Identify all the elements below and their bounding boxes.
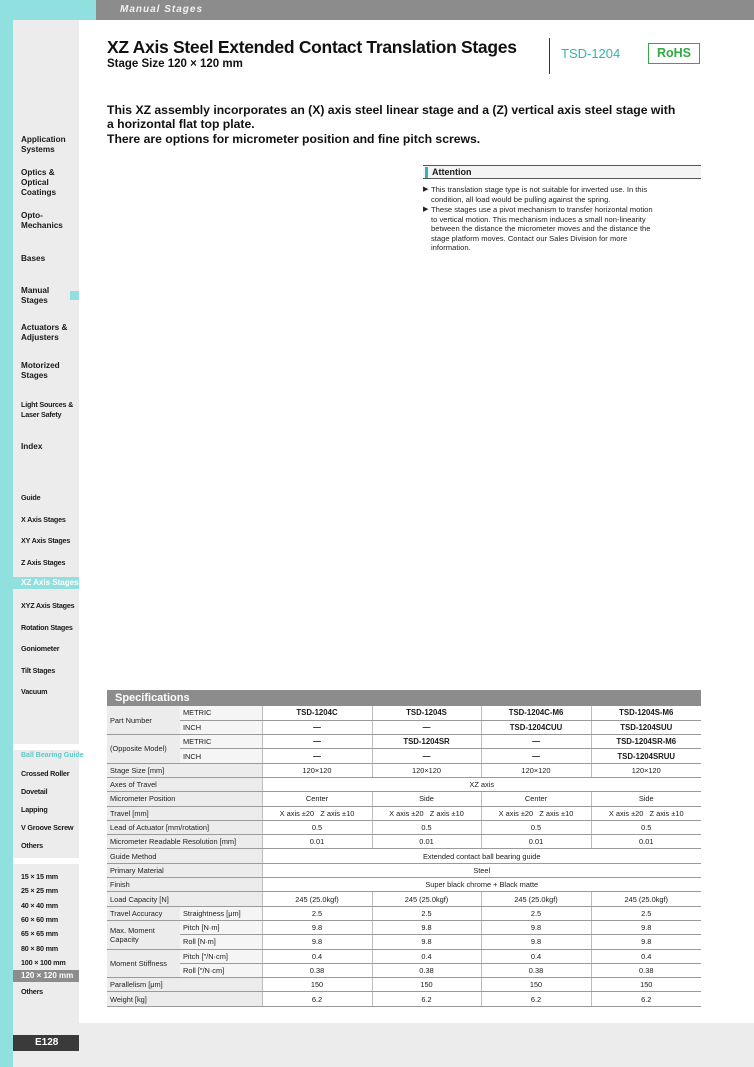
nav-ball-bearing-guide[interactable]: Ball Bearing Guide [21, 752, 84, 759]
table-row [107, 963, 701, 977]
spec-sublabel: Pitch [″/N·cm] [180, 949, 262, 963]
unit-label: INCH [180, 720, 262, 734]
spec-value: 245 (25.0kgf) [262, 892, 372, 906]
nav-size[interactable]: 80 × 80 mm [21, 944, 58, 953]
spec-value: 6.2 [262, 992, 372, 1006]
page-title: XZ Axis Steel Extended Contact Translation Stages [107, 37, 517, 57]
nav-guide-type[interactable]: Lapping [21, 805, 48, 814]
spec-sublabel: Pitch [N·m] [180, 920, 262, 934]
spec-value: 0.4 [481, 949, 591, 963]
spec-value: 0.38 [481, 963, 591, 977]
bottom-strip [79, 1023, 754, 1067]
spec-value: 245 (25.0kgf) [591, 892, 701, 906]
specifications-table [107, 706, 701, 1007]
attention-item: ▶ These stages use a pivot mechanism to transfer horizontal motion to vertical motion. This mechanism induces a small non-linearity between the distance the micrometer moves and the distance the stage platform moves. Contact our Sales Division for more information. [423, 205, 653, 252]
table-row [107, 749, 701, 763]
spec-label: Guide Method [107, 849, 262, 863]
table-row [107, 949, 701, 963]
nav-sub-item[interactable]: XYZ Axis Stages [21, 601, 75, 610]
triangle-right-icon: ▶ [423, 206, 429, 213]
spec-value: 2.5 [262, 906, 372, 920]
nav-guide-type[interactable]: V Groove Screw [21, 823, 74, 832]
spec-value: 0.5 [262, 820, 372, 834]
sidebar-divider [13, 744, 79, 750]
spec-value: 150 [481, 978, 591, 992]
attention-box [423, 165, 701, 253]
table-row [107, 806, 701, 820]
spec-label: Travel Accuracy [107, 906, 180, 920]
table-row [107, 835, 701, 849]
spec-value: 120×120 [372, 763, 481, 777]
nav-actuators[interactable]: Actuators & Adjusters [21, 323, 68, 342]
opposite-model-label: (Opposite Model) [107, 735, 180, 764]
spec-label: Micrometer Position [107, 792, 262, 806]
part-number-cell: — [262, 749, 372, 763]
spec-value: 0.5 [481, 820, 591, 834]
spec-value: 0.01 [372, 835, 481, 849]
nav-sub-item[interactable]: Tilt Stages [21, 666, 56, 675]
nav-size[interactable]: 25 × 25 mm [21, 886, 58, 895]
table-row [107, 978, 701, 992]
nav-sub-item[interactable]: X Axis Stages [21, 515, 66, 524]
spec-label: Weight [kg] [107, 992, 262, 1006]
spec-sublabel: Roll [″/N·cm] [180, 963, 262, 977]
table-row [107, 706, 701, 720]
attention-heading: Attention [432, 167, 472, 177]
spec-label: Axes of Travel [107, 777, 262, 791]
spec-value: 6.2 [591, 992, 701, 1006]
part-number-cell: TSD-1204CUU [481, 720, 591, 734]
spec-value: 150 [262, 978, 372, 992]
part-number-cell: — [262, 735, 372, 749]
table-row [107, 849, 701, 863]
spec-value: Side [372, 792, 481, 806]
top-banner-accent [0, 0, 96, 20]
spec-value: 9.8 [481, 920, 591, 934]
nav-opto-mechanics[interactable]: Opto- Mechanics [21, 211, 63, 230]
spec-value: 9.8 [262, 920, 372, 934]
title-divider [549, 38, 550, 74]
spec-value: 120×120 [262, 763, 372, 777]
spec-label: Travel [mm] [107, 806, 262, 820]
spec-value: 0.5 [372, 820, 481, 834]
spec-value: 9.8 [372, 920, 481, 934]
part-number-cell: TSD-1204S-M6 [591, 706, 701, 720]
spec-value: 245 (25.0kgf) [481, 892, 591, 906]
spec-value: 2.5 [481, 906, 591, 920]
attention-accent [425, 167, 428, 178]
table-row [107, 792, 701, 806]
table-row [107, 906, 701, 920]
nav-sub-item[interactable]: Rotation Stages [21, 623, 73, 632]
unit-label: METRIC [180, 706, 262, 720]
part-number-cell: — [372, 720, 481, 734]
spec-value: 150 [372, 978, 481, 992]
nav-sub-item[interactable]: XY Axis Stages [21, 536, 71, 545]
spec-value: 9.8 [262, 935, 372, 949]
table-row [107, 892, 701, 906]
spec-value: XZ axis [262, 777, 701, 791]
spec-value: Center [481, 792, 591, 806]
nav-guide-type[interactable]: Crossed Roller [21, 769, 70, 778]
rohs-badge: RoHS [648, 43, 700, 64]
spec-label: Parallelism [μm] [107, 978, 262, 992]
spec-value: 9.8 [591, 935, 701, 949]
spec-value: X axis ±20 Z axis ±10 [372, 806, 481, 820]
spec-label: Stage Size [mm] [107, 763, 262, 777]
spec-label: Load Capacity [N] [107, 892, 262, 906]
nav-guide-type[interactable]: Others [21, 841, 43, 850]
nav-optics[interactable]: Optics & Optical Coatings [21, 168, 57, 197]
table-row [107, 820, 701, 834]
spec-value: 245 (25.0kgf) [372, 892, 481, 906]
table-row [107, 878, 701, 892]
part-number-cell: TSD-1204S [372, 706, 481, 720]
page-number: E128 [13, 1035, 79, 1051]
spec-value: 120×120 [591, 763, 701, 777]
spec-label: Max. Moment Capacity [107, 920, 180, 949]
spec-value: 0.4 [262, 949, 372, 963]
nav-bases[interactable]: Bases [21, 254, 46, 263]
spec-value: 0.38 [262, 963, 372, 977]
unit-label: INCH [180, 749, 262, 763]
nav-active-marker [70, 291, 79, 300]
nav-size[interactable]: 65 × 65 mm [21, 929, 58, 938]
specifications-heading: Specifications [107, 690, 701, 706]
spec-label: Moment Stiffness [107, 949, 180, 978]
product-description: This XZ assembly incorporates an (X) axis steel linear stage and a (Z) vertical axis steel stage with a horizontal flat top plate. There are options for micrometer position and fine pitch screws. [107, 103, 676, 146]
nav-guide-type[interactable]: Dovetail [21, 787, 48, 796]
nav-sub-item[interactable]: Z Axis Stages [21, 558, 66, 567]
model-number: TSD-1204 [561, 46, 621, 61]
spec-value: Center [262, 792, 372, 806]
spec-label: Primary Material [107, 863, 262, 877]
part-number-cell: TSD-1204C [262, 706, 372, 720]
nav-size[interactable]: Others [21, 987, 43, 996]
nav-size[interactable]: 15 × 15 mm [21, 872, 58, 881]
part-number-cell: — [481, 749, 591, 763]
spec-value: X axis ±20 Z axis ±10 [591, 806, 701, 820]
spec-value: Side [591, 792, 701, 806]
nav-size-active[interactable]: 120 × 120 mm [13, 970, 79, 982]
page-subtitle: Stage Size 120 × 120 mm [107, 58, 243, 70]
spec-value: 0.01 [591, 835, 701, 849]
table-row [107, 920, 701, 934]
spec-value: 150 [591, 978, 701, 992]
sidebar-divider [13, 858, 79, 864]
spec-sublabel: Straightness [μm] [180, 906, 262, 920]
spec-value: X axis ±20 Z axis ±10 [481, 806, 591, 820]
specifications-section [107, 690, 701, 1007]
nav-sub-item[interactable]: Vacuum [21, 687, 48, 696]
nav-size[interactable]: 100 × 100 mm [21, 958, 66, 967]
spec-value: 0.01 [481, 835, 591, 849]
part-number-cell: — [262, 720, 372, 734]
nav-motorized-stages[interactable]: Motorized Stages [21, 361, 60, 380]
spec-value: 0.4 [372, 949, 481, 963]
part-number-cell: TSD-1204SR [372, 735, 481, 749]
table-row [107, 763, 701, 777]
table-row [107, 777, 701, 791]
attention-item: ▶ This translation stage type is not suitable for inverted use. In this condition, all load would be pulling against the spring. [423, 185, 648, 204]
spec-value: 0.38 [591, 963, 701, 977]
nav-sub-item[interactable]: Goniometer [21, 644, 60, 653]
spec-value: 9.8 [591, 920, 701, 934]
nav-sub-item-active[interactable]: XZ Axis Stages [13, 577, 79, 589]
spec-value: 120×120 [481, 763, 591, 777]
nav-sub-item[interactable]: Guide [21, 493, 41, 502]
unit-label: METRIC [180, 735, 262, 749]
spec-value: 2.5 [591, 906, 701, 920]
table-row [107, 735, 701, 749]
spec-value: Extended contact ball bearing guide [262, 849, 701, 863]
nav-size[interactable]: 40 × 40 mm [21, 901, 58, 910]
nav-manual-stages[interactable]: Manual Stages [21, 286, 50, 305]
part-number-label: Part Number [107, 706, 180, 735]
spec-value: Steel [262, 863, 701, 877]
spec-label: Lead of Actuator [mm/rotation] [107, 820, 262, 834]
part-number-cell: — [372, 749, 481, 763]
spec-value: 9.8 [372, 935, 481, 949]
table-row [107, 720, 701, 734]
spec-value: 0.5 [591, 820, 701, 834]
spec-value: Super black chrome + Black matte [262, 878, 701, 892]
spec-value: 0.4 [591, 949, 701, 963]
spec-value: 0.01 [262, 835, 372, 849]
spec-value: 6.2 [481, 992, 591, 1006]
part-number-cell: — [481, 735, 591, 749]
spec-value: 9.8 [481, 935, 591, 949]
side-accent-strip [0, 20, 13, 1067]
spec-value: X axis ±20 Z axis ±10 [262, 806, 372, 820]
spec-value: 2.5 [372, 906, 481, 920]
nav-application-systems[interactable]: Application Systems [21, 135, 66, 154]
section-label: Manual Stages [120, 4, 204, 15]
nav-index[interactable]: Index [21, 442, 43, 451]
table-row [107, 992, 701, 1006]
part-number-cell: TSD-1204SUU [591, 720, 701, 734]
table-row [107, 863, 701, 877]
table-row [107, 935, 701, 949]
part-number-cell: TSD-1204SR-M6 [591, 735, 701, 749]
spec-value: 6.2 [372, 992, 481, 1006]
attention-header [423, 165, 701, 179]
triangle-right-icon: ▶ [423, 186, 429, 193]
nav-light-sources[interactable]: Light Sources & Laser Safety [21, 400, 74, 419]
spec-label: Micrometer Readable Resolution [mm] [107, 835, 262, 849]
nav-size[interactable]: 60 × 60 mm [21, 915, 58, 924]
spec-label: Finish [107, 878, 262, 892]
spec-sublabel: Roll [N·m] [180, 935, 262, 949]
spec-value: 0.38 [372, 963, 481, 977]
top-banner [0, 0, 754, 20]
part-number-cell: TSD-1204SRUU [591, 749, 701, 763]
part-number-cell: TSD-1204C-M6 [481, 706, 591, 720]
